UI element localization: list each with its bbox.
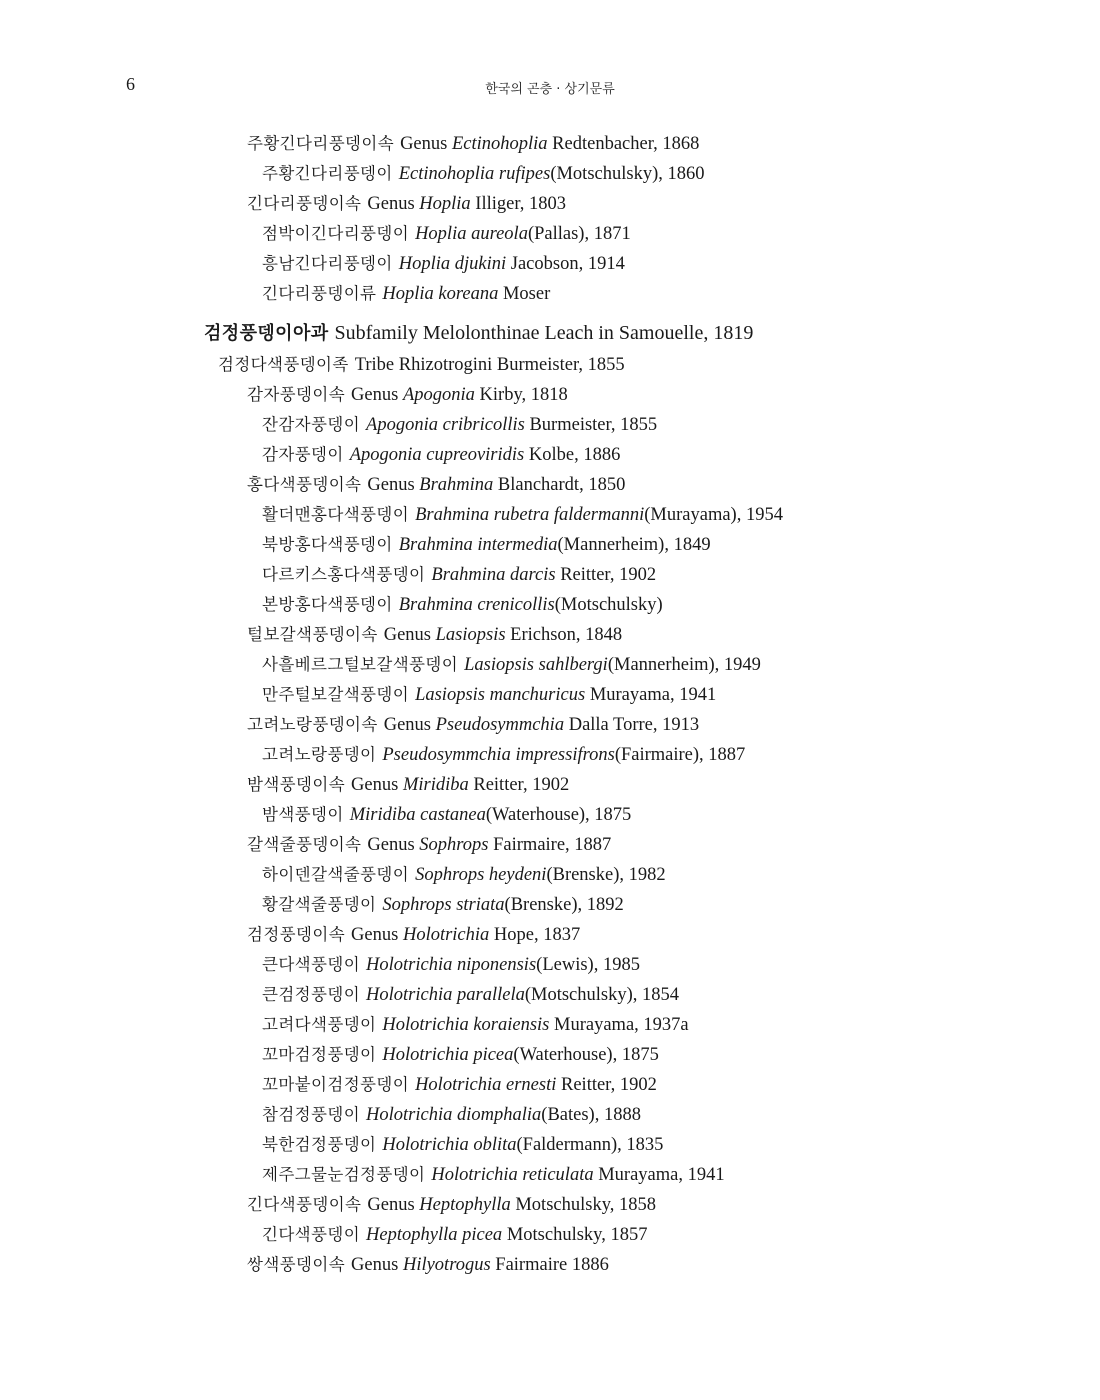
taxon-name: Holotrichia <box>402 925 490 945</box>
taxon-entry <box>262 1162 725 1188</box>
taxon-author: (Motschulsky), 1860 <box>550 164 705 184</box>
taxon-entry <box>262 502 783 528</box>
taxon-author: Kirby, 1818 <box>479 385 568 405</box>
taxon-author: (Waterhouse), 1875 <box>513 1045 659 1065</box>
taxon-author: Jacobson, 1914 <box>510 254 625 274</box>
scientific-name <box>384 715 699 735</box>
taxon-rank: Genus <box>383 625 431 645</box>
korean-name: 긴다색풍뎅이 <box>262 1225 361 1244</box>
scientific-name <box>382 284 550 304</box>
scientific-name <box>367 475 625 495</box>
taxon-name: Holotrichia oblita <box>382 1135 517 1155</box>
korean-name: 검정풍뎅이아과 <box>204 323 329 344</box>
taxon-entry <box>262 221 631 247</box>
taxon-entry <box>262 982 679 1008</box>
taxon-author: Motschulsky, 1857 <box>506 1225 648 1245</box>
taxon-rank: Genus <box>351 775 399 795</box>
taxon-author: Erichson, 1848 <box>510 625 623 645</box>
taxon-name: Holotrichia reticulata <box>431 1165 594 1185</box>
korean-name: 큰다색풍뎅이 <box>262 955 361 974</box>
taxon-rank: Genus <box>367 194 415 214</box>
scientific-name <box>367 1195 656 1215</box>
scientific-name <box>415 1075 657 1095</box>
taxon-entry <box>262 682 716 708</box>
scientific-name <box>351 385 568 405</box>
taxon-name: Holotrichia ernesti <box>415 1075 557 1095</box>
korean-name: 주황긴다리풍뎅이속 <box>247 134 395 153</box>
korean-name: 황갈색줄풍뎅이 <box>262 895 377 914</box>
taxon-author: Kolbe, 1886 <box>528 445 621 465</box>
scientific-name <box>431 1165 724 1185</box>
taxon-entry <box>262 592 663 618</box>
taxon-author: (Murayama), 1954 <box>644 505 783 525</box>
taxon-entry <box>247 472 625 498</box>
taxon-author: (Motschulsky) <box>554 595 663 615</box>
taxon-author: (Fairmaire), 1887 <box>614 745 746 765</box>
taxon-name: Miridiba <box>402 775 469 795</box>
taxon-name: Sophrops heydeni <box>415 865 547 885</box>
korean-name: 홍다색풍뎅이속 <box>247 475 362 494</box>
korean-name: 북한검정풍뎅이 <box>262 1135 377 1154</box>
scientific-name <box>382 895 623 915</box>
korean-name: 감자풍뎅이속 <box>247 385 346 404</box>
running-title: 한국의 곤충 · 상기문류 <box>485 82 615 97</box>
korean-name: 본방홍다색풍뎅이 <box>262 595 393 614</box>
taxon-author: Illiger, 1803 <box>475 194 567 214</box>
korean-name: 주황긴다리풍뎅이 <box>262 164 393 183</box>
taxon-name: Hilyotrogus <box>402 1255 491 1275</box>
taxon-entry <box>247 382 568 408</box>
taxon-entry <box>262 1222 647 1248</box>
taxon-name: Holotrichia koraiensis <box>382 1015 550 1035</box>
korean-name: 밤색풍뎅이 <box>262 805 344 824</box>
scientific-name <box>367 194 566 214</box>
scientific-name <box>382 745 745 765</box>
taxon-author: Murayama, 1941 <box>598 1165 725 1185</box>
taxon-name: Hoplia koreana <box>382 284 499 304</box>
taxon-entry <box>218 352 625 378</box>
taxon-name: Lasiopsis sahlbergi <box>464 655 608 675</box>
taxon-entry <box>247 131 699 157</box>
taxon-author: Redtenbacher, 1868 <box>552 134 700 154</box>
taxon-entry <box>247 712 699 738</box>
scientific-name <box>399 595 663 615</box>
korean-name: 큰검정풍뎅이 <box>262 985 361 1004</box>
taxon-author: Melolonthinae Leach in Samouelle, 1819 <box>422 322 754 344</box>
taxon-name: Pseudosymmchia impressifrons <box>382 745 615 765</box>
taxon-author: Fairmaire, 1887 <box>493 835 612 855</box>
scientific-name <box>367 835 611 855</box>
taxon-name: Heptophylla picea <box>366 1225 503 1245</box>
taxon-author: (Mannerheim), 1849 <box>557 535 711 555</box>
taxon-rank: Genus <box>367 835 415 855</box>
taxon-name: Brahmina crenicollis <box>398 595 555 615</box>
taxon-entry <box>262 742 745 768</box>
korean-name: 만주털보갈색풍뎅이 <box>262 685 410 704</box>
scientific-name <box>399 535 711 555</box>
taxon-author: Burmeister, 1855 <box>529 415 658 435</box>
korean-name: 갈색줄풍뎅이속 <box>247 835 362 854</box>
taxon-name: Sophrops <box>419 835 489 855</box>
scientific-name <box>415 505 783 525</box>
korean-name: 사흘베르그털보갈색풍뎅이 <box>262 655 459 674</box>
korean-name: 하이덴갈색줄풍뎅이 <box>262 865 410 884</box>
korean-name: 꼬마붙이검정풍뎅이 <box>262 1075 410 1094</box>
taxon-name: Holotrichia parallela <box>366 985 525 1005</box>
korean-name: 다르키스홍다색풍뎅이 <box>262 565 426 584</box>
taxon-author: Reitter, 1902 <box>473 775 570 795</box>
taxon-entry <box>247 622 622 648</box>
korean-name: 검정다색풍뎅이족 <box>218 355 349 374</box>
scientific-name <box>384 625 622 645</box>
taxon-name: Sophrops striata <box>382 895 505 915</box>
korean-name: 고려다색풍뎅이 <box>262 1015 377 1034</box>
taxon-author: Dalla Torre, 1913 <box>568 715 700 735</box>
taxon-name: Apogonia <box>402 385 475 405</box>
scientific-name <box>431 565 656 585</box>
scientific-name <box>415 685 716 705</box>
scientific-name <box>350 805 632 825</box>
scientific-name <box>351 775 569 795</box>
taxon-entry <box>262 161 704 187</box>
taxon-author: (Brenske), 1982 <box>546 865 666 885</box>
scientific-name <box>351 1255 609 1275</box>
korean-name: 검정풍뎅이속 <box>247 925 346 944</box>
scientific-name <box>415 224 631 244</box>
scientific-name <box>399 164 705 184</box>
korean-name: 긴다리풍뎅이속 <box>247 194 362 213</box>
korean-name: 참검정풍뎅이 <box>262 1105 361 1124</box>
taxon-name: Ectinohoplia <box>451 134 548 154</box>
taxon-author: Hope, 1837 <box>493 925 581 945</box>
korean-name: 쌍색풍뎅이속 <box>247 1255 346 1274</box>
taxon-entry <box>262 281 550 307</box>
taxon-author: (Faldermann), 1835 <box>516 1135 664 1155</box>
taxon-entry <box>262 952 640 978</box>
taxon-rank: Genus <box>367 475 415 495</box>
taxon-author: Reitter, 1902 <box>561 1075 657 1095</box>
scientific-name <box>415 865 666 885</box>
taxon-entry <box>247 1252 609 1278</box>
scientific-name <box>366 955 640 975</box>
scientific-name <box>355 355 625 375</box>
taxon-entry <box>247 922 580 948</box>
taxon-author: Reitter, 1902 <box>560 565 657 585</box>
korean-name: 점박이긴다리풍뎅이 <box>262 224 410 243</box>
scientific-name <box>335 322 754 344</box>
taxon-author: (Bates), 1888 <box>541 1105 641 1125</box>
taxon-name: Lasiopsis manchuricus <box>415 685 586 705</box>
scientific-name <box>366 985 679 1005</box>
korean-name: 감자풍뎅이 <box>262 445 344 464</box>
taxon-rank: Genus <box>367 1195 415 1215</box>
taxon-entry <box>262 1132 663 1158</box>
korean-name: 긴다리풍뎅이류 <box>262 284 377 303</box>
taxon-name: Hoplia <box>419 194 471 214</box>
page-number: 6 <box>126 74 135 94</box>
taxon-author: Murayama, 1941 <box>589 685 717 705</box>
scientific-name <box>366 415 657 435</box>
taxon-rank: Genus <box>351 1255 399 1275</box>
taxon-entry <box>262 892 624 918</box>
korean-name: 긴다색풍뎅이속 <box>247 1195 362 1214</box>
taxon-author: Rhizotrogini Burmeister, 1855 <box>398 355 625 375</box>
korean-name: 잔감자풍뎅이 <box>262 415 361 434</box>
korean-name: 북방홍다색풍뎅이 <box>262 535 393 554</box>
taxon-entry <box>247 191 566 217</box>
korean-name: 밤색풍뎅이속 <box>247 775 346 794</box>
taxon-author: (Mannerheim), 1949 <box>607 655 761 675</box>
korean-name: 꼬마검정풍뎅이 <box>262 1045 377 1064</box>
taxon-author: (Pallas), 1871 <box>527 224 631 244</box>
scientific-name <box>366 1105 641 1125</box>
scientific-name <box>400 134 699 154</box>
taxon-rank: Genus <box>351 925 399 945</box>
taxon-entry <box>262 802 631 828</box>
taxon-author: (Lewis), 1985 <box>536 955 640 975</box>
taxon-name: Pseudosymmchia <box>435 715 565 735</box>
taxon-name: Ectinohoplia rufipes <box>398 164 551 184</box>
taxon-author: Murayama, 1937a <box>554 1015 689 1035</box>
taxon-entry <box>262 1012 689 1038</box>
scientific-name <box>366 1225 647 1245</box>
taxon-rank: Tribe <box>354 355 395 375</box>
taxon-entry <box>262 1072 657 1098</box>
korean-name: 털보갈색풍뎅이속 <box>247 625 378 644</box>
taxon-entry <box>204 320 753 347</box>
taxon-entry <box>262 1042 659 1068</box>
taxon-rank: Genus <box>351 385 399 405</box>
taxon-entry <box>262 562 656 588</box>
scientific-name <box>382 1015 688 1035</box>
scientific-name <box>382 1135 663 1155</box>
taxon-author: (Waterhouse), 1875 <box>485 805 632 825</box>
taxon-rank: Subfamily <box>334 322 418 344</box>
taxon-rank: Genus <box>383 715 431 735</box>
korean-name: 활더맨홍다색풍뎅이 <box>262 505 410 524</box>
taxon-rank: Genus <box>400 134 448 154</box>
taxon-name: Holotrichia niponensis <box>366 955 537 975</box>
taxon-name: Apogonia cribricollis <box>366 415 525 435</box>
taxon-author: Motschulsky, 1858 <box>515 1195 656 1215</box>
taxon-author: Moser <box>502 284 551 304</box>
scientific-name <box>382 1045 658 1065</box>
taxon-entry <box>247 832 611 858</box>
taxon-author: (Motschulsky), 1854 <box>524 985 680 1005</box>
korean-name: 고려노랑풍뎅이 <box>262 745 377 764</box>
taxon-name: Holotrichia diomphalia <box>366 1105 542 1125</box>
taxon-entry <box>262 412 657 438</box>
taxon-entry <box>262 652 761 678</box>
taxon-entry <box>247 1192 656 1218</box>
taxon-name: Brahmina <box>419 475 494 495</box>
taxon-author: (Brenske), 1892 <box>504 895 624 915</box>
taxon-name: Lasiopsis <box>435 625 506 645</box>
taxon-name: Holotrichia picea <box>382 1045 514 1065</box>
taxon-name: Brahmina rubetra faldermanni <box>415 505 645 525</box>
taxon-name: Heptophylla <box>419 1195 511 1215</box>
scientific-name <box>399 254 625 274</box>
taxon-entry <box>247 772 569 798</box>
taxon-name: Brahmina darcis <box>431 565 556 585</box>
taxon-author: Fairmaire 1886 <box>495 1255 609 1275</box>
taxon-entry <box>262 251 625 277</box>
taxon-name: Brahmina intermedia <box>398 535 558 555</box>
taxon-name: Hoplia aureola <box>415 224 528 244</box>
scientific-name <box>464 655 761 675</box>
taxon-entry <box>262 1102 641 1128</box>
scientific-name <box>350 445 621 465</box>
taxon-name: Hoplia djukini <box>398 254 507 274</box>
taxon-name: Miridiba castanea <box>349 805 486 825</box>
korean-name: 흥남긴다리풍뎅이 <box>262 254 393 273</box>
taxon-name: Apogonia cupreoviridis <box>349 445 525 465</box>
taxon-entry <box>262 862 666 888</box>
korean-name: 고려노랑풍뎅이속 <box>247 715 378 734</box>
scientific-name <box>351 925 580 945</box>
taxon-entry <box>262 442 620 468</box>
taxon-entry <box>262 532 711 558</box>
korean-name: 제주그물눈검정풍뎅이 <box>262 1165 426 1184</box>
taxon-author: Blanchardt, 1850 <box>497 475 626 495</box>
